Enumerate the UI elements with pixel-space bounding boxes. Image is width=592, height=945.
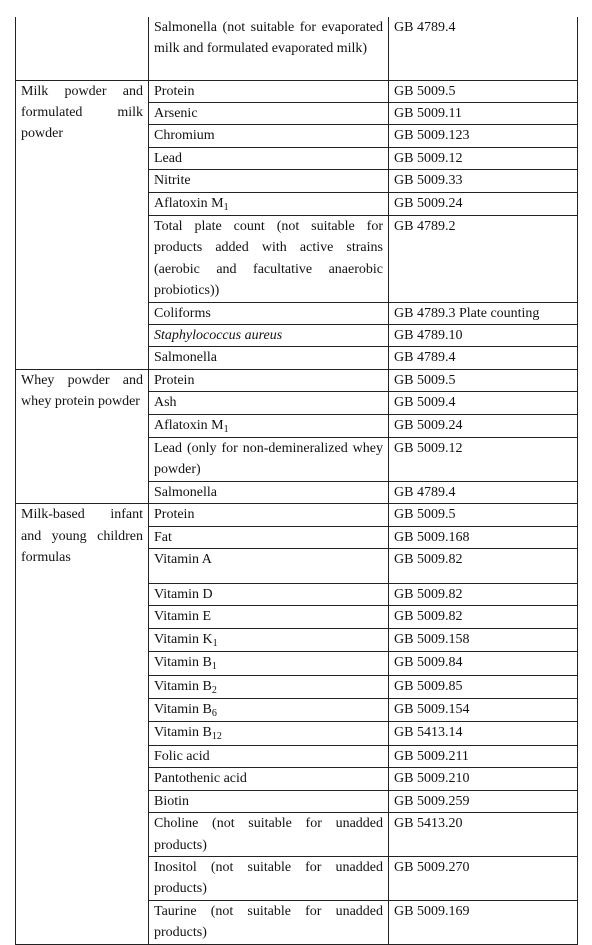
method-cell: GB 5009.4 bbox=[389, 392, 578, 414]
item-cell: Biotin bbox=[149, 790, 389, 812]
subscript: 1 bbox=[212, 637, 218, 649]
item-cell: Salmonella bbox=[149, 347, 389, 369]
category-cell: Whey powder and whey protein powder bbox=[16, 369, 149, 503]
item-cell: Protein bbox=[149, 80, 389, 102]
item-cell: Vitamin E bbox=[149, 606, 389, 628]
table-row bbox=[16, 80, 578, 102]
method-cell: GB 4789.4 bbox=[389, 17, 578, 80]
item-text: Vitamin B bbox=[154, 678, 212, 694]
item-text: Aflatoxin M bbox=[154, 195, 224, 211]
item-cell bbox=[149, 414, 389, 437]
test-method-table bbox=[15, 17, 578, 945]
method-cell: GB 4789.4 bbox=[389, 481, 578, 503]
subscript: 12 bbox=[211, 731, 222, 743]
table-row bbox=[16, 504, 578, 526]
item-cell: Staphylococcus aureus bbox=[149, 324, 389, 346]
method-cell: GB 5413.14 bbox=[389, 722, 578, 745]
method-cell: GB 5009.11 bbox=[389, 102, 578, 124]
method-cell: GB 5009.158 bbox=[389, 628, 578, 651]
item-text: Aflatoxin M bbox=[154, 417, 224, 433]
method-cell: GB 5009.82 bbox=[389, 606, 578, 628]
item-cell: Nitrite bbox=[149, 170, 389, 192]
subscript: 1 bbox=[223, 201, 229, 213]
item-text: Vitamin B bbox=[154, 702, 212, 718]
method-cell: GB 5009.5 bbox=[389, 369, 578, 391]
table-row bbox=[16, 17, 578, 80]
item-cell: Choline (not suitable for unadded products) bbox=[149, 813, 389, 857]
method-cell: GB 5009.12 bbox=[389, 147, 578, 169]
item-cell: Vitamin D bbox=[149, 584, 389, 606]
subscript: 2 bbox=[211, 684, 217, 696]
item-text: Vitamin B bbox=[154, 725, 212, 741]
item-cell bbox=[149, 192, 389, 215]
method-cell: GB 5413.20 bbox=[389, 813, 578, 857]
method-cell: GB 5009.210 bbox=[389, 768, 578, 790]
item-cell: Salmonella (not suitable for evaporated milk and formulated evaporated milk) bbox=[149, 17, 389, 80]
method-cell: GB 4789.4 bbox=[389, 347, 578, 369]
method-cell: GB 5009.24 bbox=[389, 414, 578, 437]
item-cell: Inositol (not suitable for unadded products) bbox=[149, 856, 389, 900]
item-cell: Lead bbox=[149, 147, 389, 169]
subscript: 1 bbox=[211, 661, 217, 673]
subscript: 1 bbox=[223, 423, 229, 435]
method-cell: GB 5009.12 bbox=[389, 438, 578, 482]
subscript: 6 bbox=[211, 708, 217, 720]
method-cell: GB 5009.85 bbox=[389, 675, 578, 698]
method-cell: GB 5009.84 bbox=[389, 652, 578, 675]
item-cell: Total plate count (not suitable for products added with active strains (aerobic and facultative anaerobic probiotics)) bbox=[149, 215, 389, 302]
method-cell: GB 5009.33 bbox=[389, 170, 578, 192]
method-cell: GB 4789.10 bbox=[389, 324, 578, 346]
item-cell: Ash bbox=[149, 392, 389, 414]
method-cell: GB 4789.3 Plate counting bbox=[389, 302, 578, 324]
method-cell: GB 5009.123 bbox=[389, 125, 578, 147]
item-text: Vitamin B bbox=[154, 655, 212, 671]
method-cell: GB 5009.5 bbox=[389, 504, 578, 526]
item-cell: Pantothenic acid bbox=[149, 768, 389, 790]
standards-table-document bbox=[15, 17, 577, 945]
item-cell bbox=[149, 628, 389, 651]
category-cell: Milk powder and formulated milk powder bbox=[16, 80, 149, 369]
item-cell: Folic acid bbox=[149, 745, 389, 767]
item-cell: Coliforms bbox=[149, 302, 389, 324]
item-cell: Protein bbox=[149, 504, 389, 526]
method-cell: GB 4789.2 bbox=[389, 215, 578, 302]
item-cell bbox=[149, 722, 389, 745]
item-cell: Protein bbox=[149, 369, 389, 391]
table-row bbox=[16, 369, 578, 391]
item-cell bbox=[149, 675, 389, 698]
method-cell: GB 5009.154 bbox=[389, 699, 578, 722]
item-cell bbox=[149, 652, 389, 675]
item-cell bbox=[149, 699, 389, 722]
item-cell: Chromium bbox=[149, 125, 389, 147]
method-cell: GB 5009.259 bbox=[389, 790, 578, 812]
method-cell: GB 5009.82 bbox=[389, 549, 578, 584]
item-cell: Lead (only for non-demineralized whey powder) bbox=[149, 438, 389, 482]
item-cell: Arsenic bbox=[149, 102, 389, 124]
method-cell: GB 5009.168 bbox=[389, 526, 578, 548]
item-cell: Vitamin A bbox=[149, 549, 389, 584]
item-text: Vitamin K bbox=[154, 631, 213, 647]
method-cell: GB 5009.270 bbox=[389, 856, 578, 900]
method-cell: GB 5009.5 bbox=[389, 80, 578, 102]
item-cell: Salmonella bbox=[149, 481, 389, 503]
category-cell: Milk-based infant and young children formulas bbox=[16, 504, 149, 944]
method-cell: GB 5009.82 bbox=[389, 584, 578, 606]
item-cell: Fat bbox=[149, 526, 389, 548]
method-cell: GB 5009.24 bbox=[389, 192, 578, 215]
item-cell: Taurine (not suitable for unadded products) bbox=[149, 900, 389, 944]
method-cell: GB 5009.211 bbox=[389, 745, 578, 767]
category-cell bbox=[16, 17, 149, 80]
method-cell: GB 5009.169 bbox=[389, 900, 578, 944]
